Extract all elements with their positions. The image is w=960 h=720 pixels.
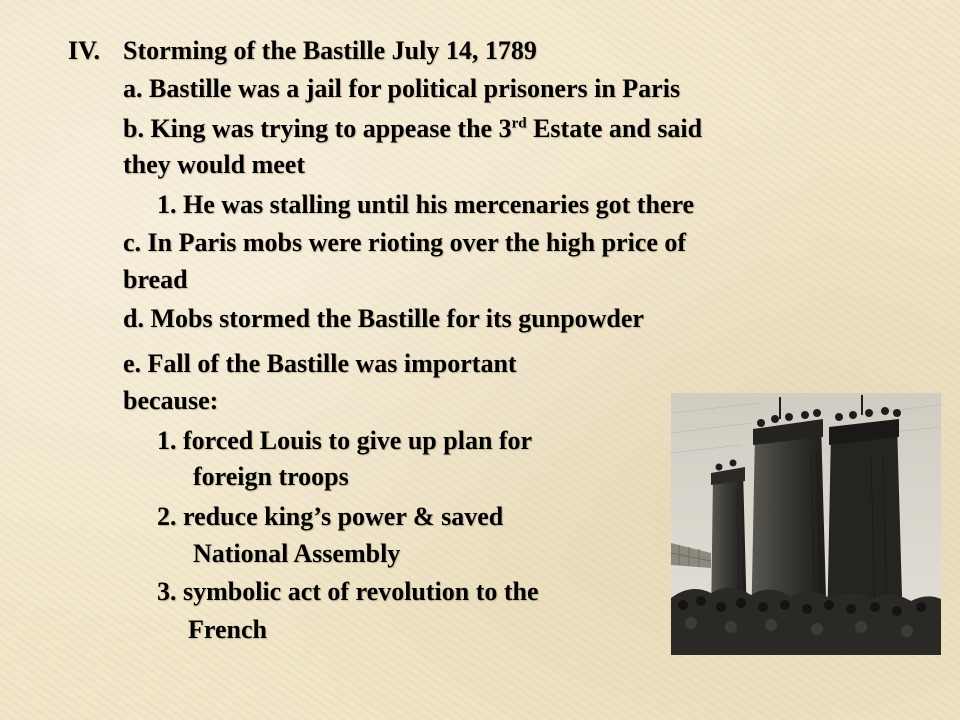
- point-b-text: b. King was trying to appease the 3: [123, 114, 512, 143]
- point-e-line2: because:: [123, 386, 219, 415]
- slide-title: Storming of the Bastille July 14, 1789: [123, 36, 537, 65]
- point-b-text-cont: Estate and said: [526, 114, 703, 143]
- point-e-sub-3: 3. symbolic act of revolution to the: [157, 577, 539, 606]
- point-e-sub-2-line2: National Assembly: [193, 539, 401, 568]
- section-number: IV.: [68, 36, 101, 65]
- point-b-sub-1: 1. He was stalling until his mercenaries got there: [157, 190, 695, 219]
- point-e-sub-3-line2: French: [188, 615, 267, 644]
- point-b: [123, 114, 702, 144]
- point-e-sub-2: 2. reduce king’s power & saved: [157, 502, 504, 531]
- superscript-rd: rd: [511, 115, 527, 132]
- point-d: d. Mobs stormed the Bastille for its gunpowder: [123, 304, 644, 333]
- point-c: c. In Paris mobs were rioting over the high price of: [123, 228, 687, 257]
- point-e-sub-1-line2: foreign troops: [193, 462, 349, 491]
- point-c-line2: bread: [123, 265, 188, 294]
- point-e-sub-1: 1. forced Louis to give up plan for: [157, 426, 533, 455]
- point-e: e. Fall of the Bastille was important: [123, 349, 517, 378]
- bastille-image: [671, 393, 941, 655]
- point-a: a. Bastille was a jail for political prisoners in Paris: [123, 74, 681, 103]
- point-b-line2: they would meet: [123, 150, 305, 179]
